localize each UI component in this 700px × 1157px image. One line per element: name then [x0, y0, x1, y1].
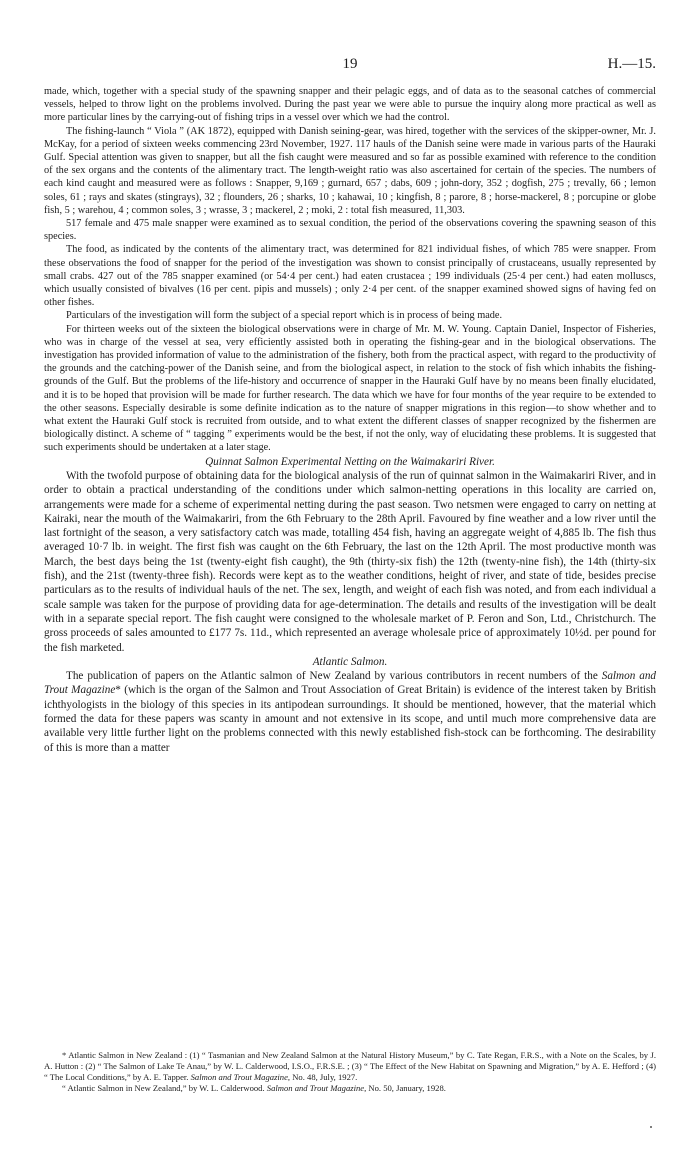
section-quinnat-salmon: [44, 455, 656, 755]
section-heading-quinnat: Quinnat Salmon Experimental Netting on the Waimakariri River.: [205, 455, 495, 468]
paragraph-continuation: made, which, together with a special study of the spawning snapper and their pelagic eggs, and of data as to the seasonal catches of commercial vessels, helped to throw light on the problems involved. During the past year we were able to pursue the inquiry along more practical as well as more particular lines by the carrying-out of fishing trips in a vessel over which we had the control.: [44, 86, 656, 124]
paragraph-sexual-condition: 517 female and 475 male snapper were examined as to sexual condition, the period of the observations covering the spawning season of this species.: [44, 218, 656, 243]
page-number: 19: [342, 56, 358, 72]
document-reference: H.—15.: [607, 56, 656, 72]
text-run: The publication of papers on the Atlantic salmon of New Zealand by various contributors in recent numbers of the: [66, 670, 602, 683]
magazine-title: Salmon and Trout Magazine: [266, 1083, 365, 1093]
text-run: * (which is the organ of the Salmon and Trout Association of Great Britain) is evidence of the interest taken by British ichthyologists in the biology of this species in its antipodean surroundings. It should be mentioned, however, that the material which formed the data for these papers was scanty in amount and not extensive in its scope, and until much more comprehensive data are available very little further light on the problems connected with this newly established fish-stock can be forthcoming. The desirability of this is more than a matter: [44, 684, 656, 754]
page-header: [44, 56, 656, 76]
paragraph-atlantic-salmon: [44, 669, 656, 755]
footnote-1: [44, 1050, 656, 1083]
footnote-2: [44, 1083, 656, 1094]
magazine-title: Salmon and Trout Magazine: [44, 670, 657, 697]
magazine-title: Salmon and Trout Magazine: [190, 1072, 288, 1082]
page-speck: [650, 1126, 652, 1128]
text-run: “ Atlantic Salmon in New Zealand,” by W. L. Calderwood.: [62, 1083, 267, 1093]
text-run: * Atlantic Salmon in New Zealand : (1) “ Tasmanian and New Zealand Salmon at the Natural History Museum,” by C. Tate Regan, F.R.S., with a Note on the Scales, by J. A. Hutton : (2) “ The Salmon of Lake Te Anau,” by W. L. Calderwood, I.S.O., F.R.S.E. ; (3) “ The Effect of the New Habitat on Spawning and Migration,” by A. E. Hefford ; (4) “ The Local Conditions,” by A. E. Tapper.: [44, 1050, 656, 1082]
paragraph-special-report: Particulars of the investigation will form the subject of a special report which is in process of being made.: [66, 310, 503, 322]
paragraph-viola-launch: The fishing-launch “ Viola ” (AK 1872), equipped with Danish seining-gear, was hired, together with the services of the skipper-owner, Mr. J. McKay, for a period of sixteen weeks commencing 23rd November, 1927. 117 hauls of the Danish seine were made in various parts of the Hauraki Gulf. Special attention was given to snapper, but all the fish caught were measured and so far as possible examined with reference to the condition of the sex organs and the contents of the alimentary tract. The length-weight ratio was also ascertained for certain of the species. The numbers of each kind caught and measured were as follows : Snapper, 9,169 ; gurnard, 657 ; dabs, 609 ; john-dory, 352 ; dogfish, 275 ; trevally, 66 ; lemon soles, 61 ; rays and skates (stingrays), 32 ; flounders, 26 ; sharks, 10 ; kahawai, 10 ; kingfish, 8 ; parore, 8 ; horse-mackerel, 8 ; porcupine or globe fish, 5 ; warehou, 4 ; common soles, 3 ; wrasse, 3 ; mackerel, 2 ; moki, 2 : total fish measured, 11,303.: [44, 125, 656, 216]
paragraph-food: The food, as indicated by the contents of the alimentary tract, was determined for 821 individual fishes, of which 785 were snapper. From these observations the food of snapper for the period of the investigation was shown to consist principally of crustaceans, usually represented by small crabs. 427 out of the 785 snapper examined (or 54·4 per cent.) had eaten crustacea ; 199 individuals (25·4 per cent.) had eaten molluscs, which usually consisted of bivalves (16 per cent. pipis and mussels) ; only 2·4 per cent. of the snapper examined showed signs of having fed on other fishes.: [44, 244, 656, 309]
paragraph-quinnat-netting: With the twofold purpose of obtaining data for the biological analysis of the run of quinnat salmon in the Waimakariri River, and in order to obtain a practical understanding of the conditions under which salmon-netting operations in this locality are carried on, arrangements were made for a scheme of experimental netting during the past season. Two netsmen were engaged to carry on netting at Kairaki, near the mouth of the Waimakariri, from the 6th February to the 28th April. Favoured by fine weather and a low river until the last fortnight of the season, a very satisfactory catch was made, totalling 454 fish, having an aggregate weight of 4,885 lb. The fish thus averaged 10·7 lb. in weight. The first fish was caught on the 6th February, the last on the 12th April. The most productive month was March, the best days being the 1st (twenty-eight fish caught), the 9th (thirty-six fish) the 12th (twenty-nine fish), the 14th (thirty-six fish), and the 21st (twenty-three fish). Records were kept as to the weather conditions, height of river, and state of tide, besides precise particulars as to the results of individual hauls of the net. The sex, length, and weight of each fish was noted, and from each individual a scale sample was taken for the purpose of providing data for age-determination. The details and results of the investigation will be dealt with in a separate special report. The fish caught were consigned to the wholesale market of P. Feron and Son, Ltd., Christchurch. The gross proceeds of sales amounted to £177 7s. 11d., which represented an average wholesale price of approximately 10½d. per pound for the fish marketed.: [44, 469, 656, 654]
text-run: , No. 50, January, 1928.: [364, 1083, 446, 1093]
text-run: , No. 48, July, 1927.: [287, 1072, 358, 1082]
footnotes: [44, 1050, 656, 1094]
section-heading-atlantic: Atlantic Salmon.: [312, 655, 388, 668]
main-text: [44, 85, 656, 755]
paragraph-observations: For thirteen weeks out of the sixteen the biological observations were in charge of Mr. M. W. Young. Captain Daniel, Inspector of Fisheries, who was in charge of the vessel at sea, very efficiently assisted both in operating the fishing-gear and in the biological observations. The investigation has provided information of value to the administration of the fishery, both from the practical aspect, with regard to the productivity of the grounds and the catching-power of the Danish seine, and from the biological aspect, in relation to the stock of fish which inhabits the fishing-grounds of the Gulf. But the problems of the life-history and occurrence of snapper in the Hauraki Gulf have by no means been finally elucidated, and it is to be hoped that provision will be made for further research. The data which we have for four months of the year require to be extended to the other seasons. Especially desirable is some definite indication as to the nature of snapper migrations in this region—to show whether and to what extent the Hauraki Gulf stock is recruited from outside, and to what extent the different classes of snapper recognized by the fishermen are biologically distinct. A scheme of “ tagging ” experiments would be the best, if not the only, way of elucidating these problems. It is suggested that such experiments should be undertaken at a later stage.: [44, 323, 656, 454]
